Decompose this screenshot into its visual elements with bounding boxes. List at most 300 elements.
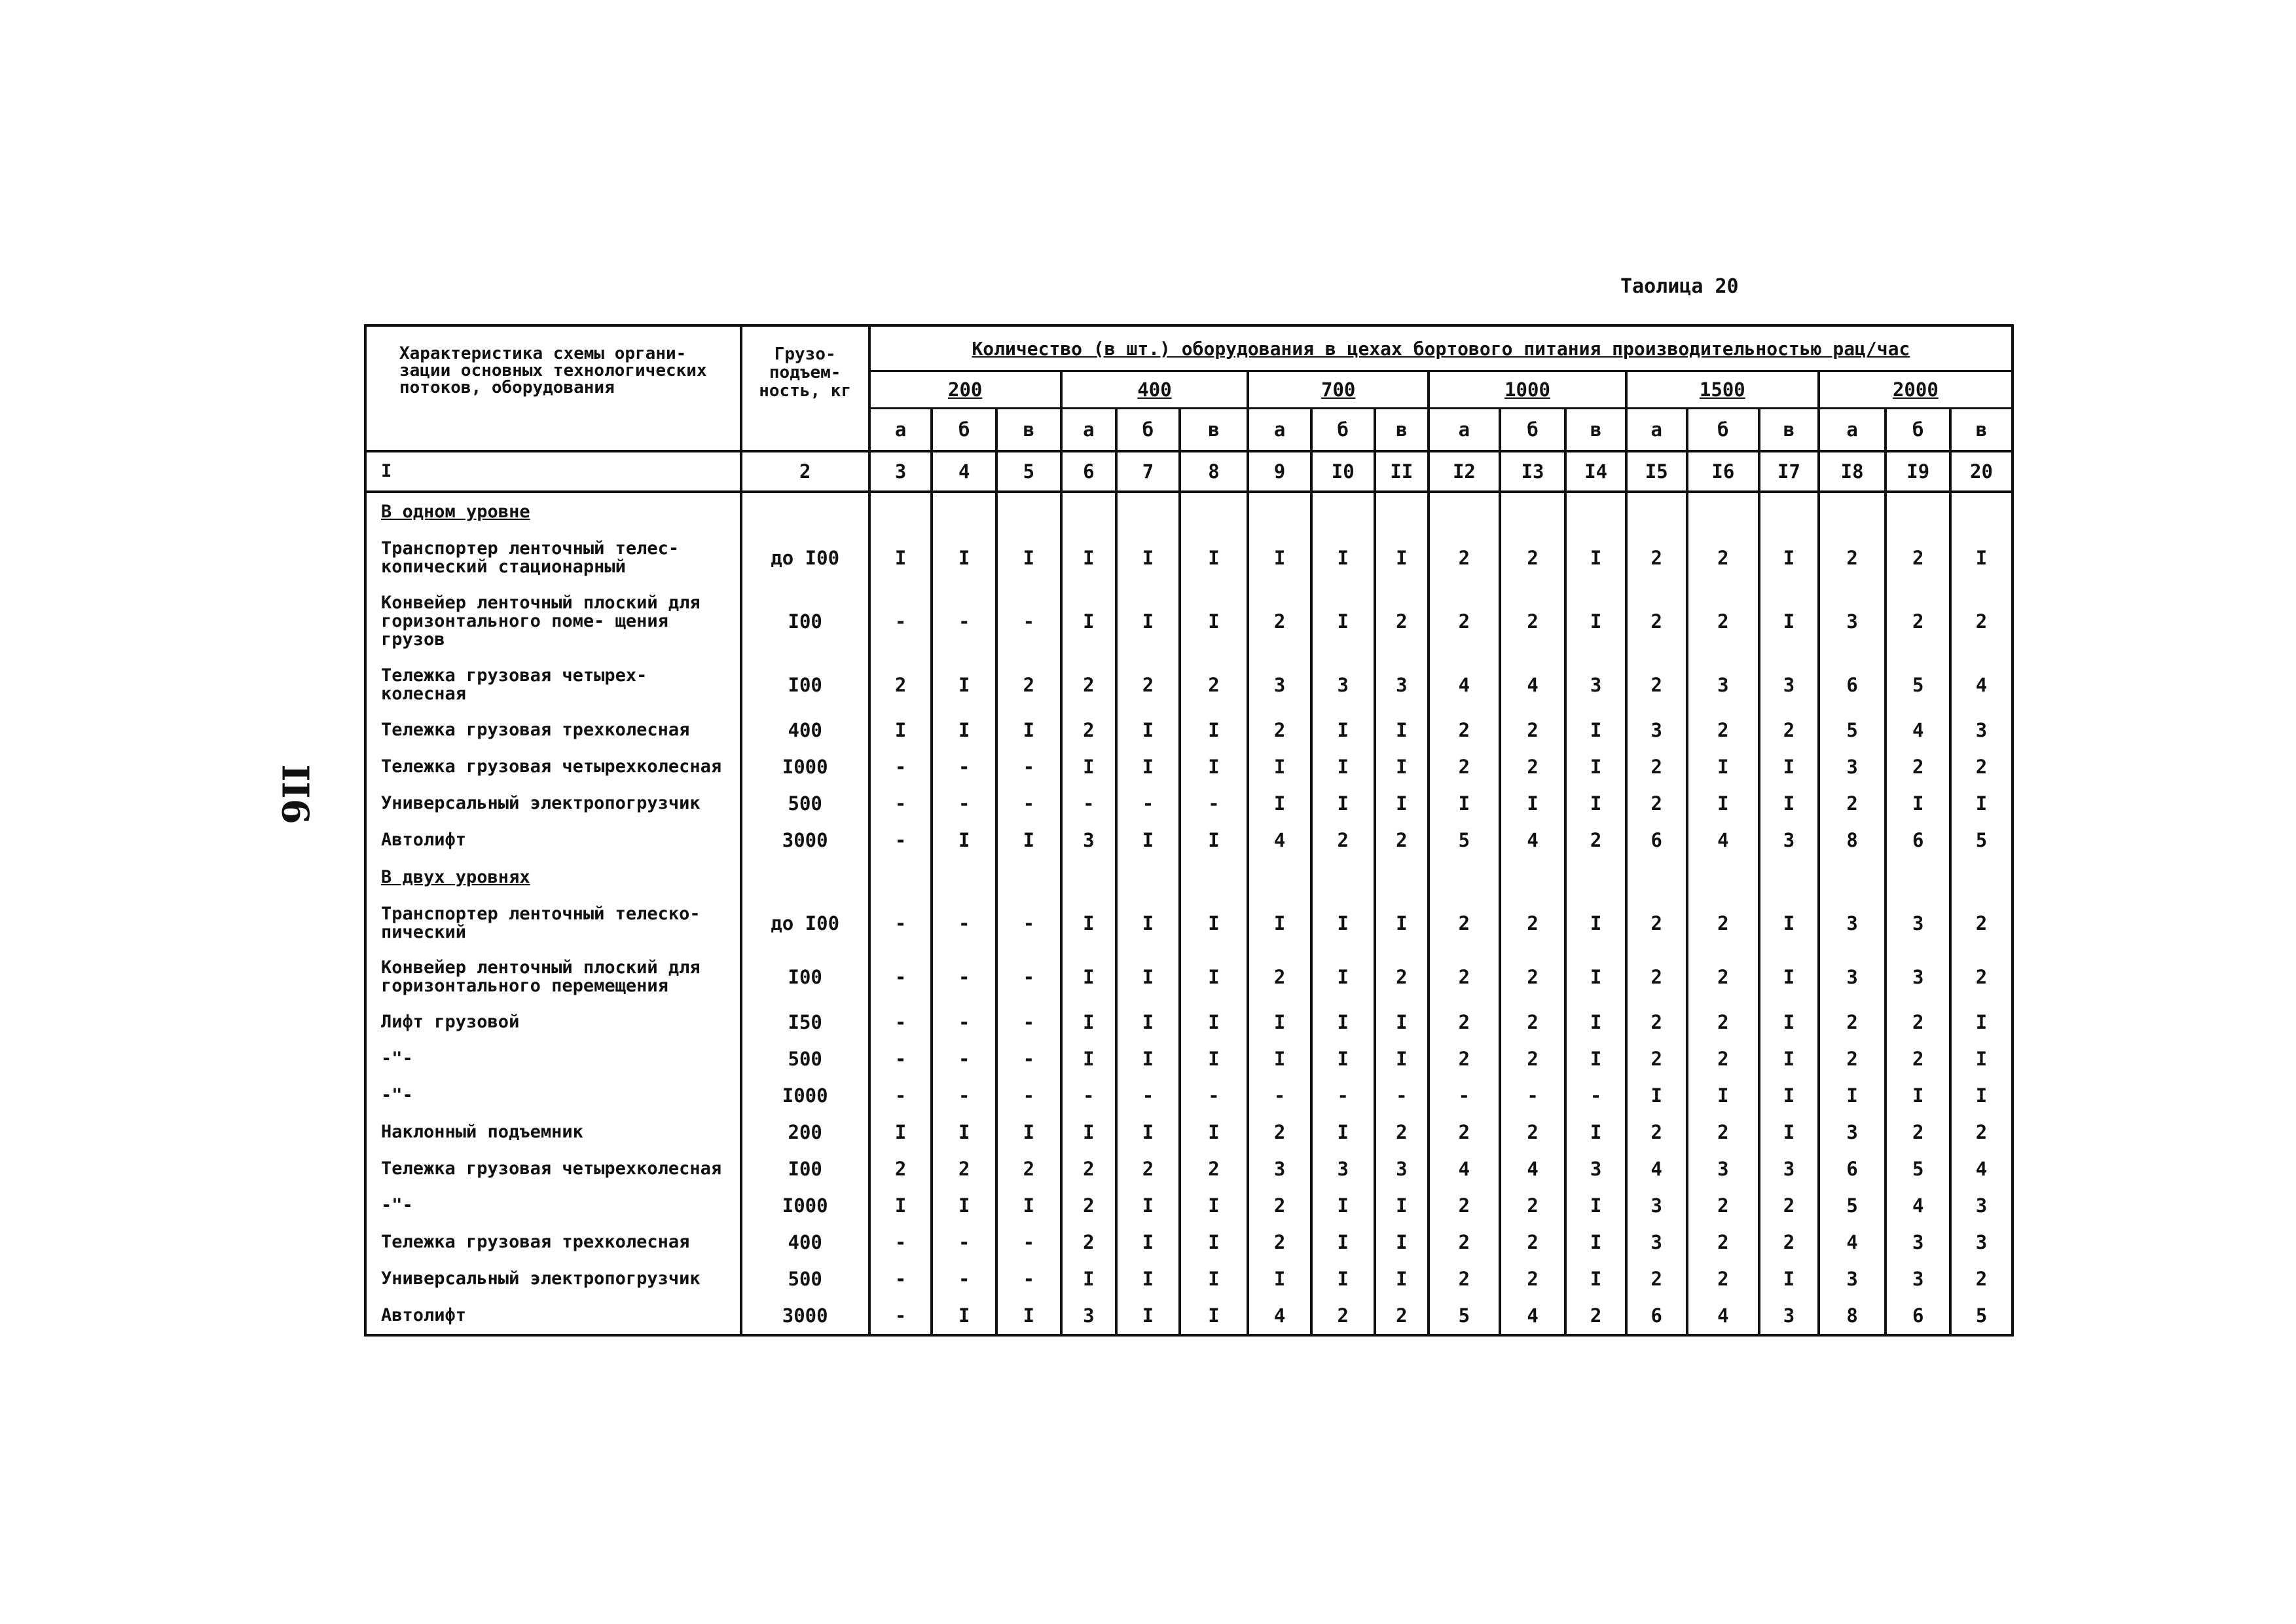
quantity-cell: 2: [1180, 658, 1248, 712]
quantity-cell: 4: [1626, 1151, 1687, 1187]
quantity-cell: I: [1116, 1187, 1180, 1224]
quantity-cell: I: [1311, 1041, 1375, 1077]
quantity-cell: 2: [1626, 785, 1687, 822]
quantity-cell: -: [1375, 1077, 1429, 1114]
table-row: [365, 1077, 2013, 1114]
column-number: I2: [1429, 451, 1500, 492]
quantity-cell: 2: [1687, 1041, 1760, 1077]
equipment-name: Транспортер ленточный телеско- пический: [365, 896, 741, 950]
quantity-cell: -: [932, 1224, 996, 1261]
quantity-cell: 2: [1429, 1187, 1500, 1224]
quantity-cell: I: [1116, 1261, 1180, 1297]
quantity-cell: 3: [1687, 1151, 1760, 1187]
quantity-cell: -: [1311, 1077, 1375, 1114]
quantity-cell: 2: [1626, 1114, 1687, 1151]
quantity-cell: I: [1375, 1187, 1429, 1224]
equipment-name: -"-: [365, 1187, 741, 1224]
table-row: [365, 531, 2013, 585]
quantity-cell: I: [1116, 1004, 1180, 1041]
table-row: [365, 785, 2013, 822]
quantity-cell: I: [1687, 785, 1760, 822]
quantity-cell: 3: [1626, 712, 1687, 748]
quantity-cell: 2: [1311, 1297, 1375, 1335]
empty-cell: [1311, 492, 1375, 531]
column-number: 4: [932, 451, 996, 492]
quantity-cell: 8: [1819, 1297, 1886, 1335]
quantity-cell: -: [869, 1261, 932, 1297]
header-capacity: Грузо- подъем- ность, кг: [759, 344, 852, 401]
quantity-cell: -: [932, 785, 996, 822]
quantity-cell: 3: [1886, 950, 1950, 1004]
quantity-cell: 2: [1375, 585, 1429, 658]
quantity-cell: 3: [1061, 822, 1117, 858]
quantity-cell: I: [1759, 1114, 1819, 1151]
quantity-cell: I: [1248, 785, 1311, 822]
quantity-cell: 4: [1886, 712, 1950, 748]
quantity-cell: 2: [1500, 1224, 1566, 1261]
quantity-cell: -: [996, 785, 1061, 822]
equipment-name: Тележка грузовая трехколесная: [365, 712, 741, 748]
subcol-header: а: [1061, 409, 1117, 452]
quantity-cell: I: [1375, 712, 1429, 748]
section-title: [365, 858, 741, 896]
quantity-cell: I: [1311, 896, 1375, 950]
quantity-cell: I: [1759, 531, 1819, 585]
quantity-cell: I: [1375, 1261, 1429, 1297]
equipment-name: Тележка грузовая четырехколесная: [365, 748, 741, 785]
quantity-cell: I: [1759, 1261, 1819, 1297]
quantity-cell: I: [1687, 748, 1760, 785]
quantity-cell: 2: [996, 658, 1061, 712]
quantity-cell: 4: [1429, 1151, 1500, 1187]
quantity-cell: 2: [1375, 1114, 1429, 1151]
table-row: [365, 1297, 2013, 1335]
quantity-cell: I: [1180, 1297, 1248, 1335]
quantity-cell: -: [869, 950, 932, 1004]
empty-cell: [741, 492, 869, 531]
quantity-cell: 2: [1248, 712, 1311, 748]
quantity-cell: 3: [1819, 896, 1886, 950]
quantity-cell: 3: [1759, 658, 1819, 712]
column-number: 9: [1248, 451, 1311, 492]
column-number: I0: [1311, 451, 1375, 492]
quantity-cell: 3: [1819, 1261, 1886, 1297]
quantity-cell: 3: [1626, 1224, 1687, 1261]
quantity-cell: -: [1061, 785, 1117, 822]
quantity-cell: 2: [1429, 1041, 1500, 1077]
empty-cell: [1248, 858, 1311, 896]
table-row: [365, 1224, 2013, 1261]
quantity-cell: 2: [1248, 1114, 1311, 1151]
equipment-table: [364, 324, 2014, 1337]
quantity-cell: I: [996, 531, 1061, 585]
capacity-value: 400: [741, 1224, 869, 1261]
quantity-cell: 2: [1500, 1187, 1566, 1224]
equipment-name: Универсальный электропогрузчик: [365, 1261, 741, 1297]
quantity-cell: I: [1116, 822, 1180, 858]
quantity-cell: I: [1180, 1114, 1248, 1151]
quantity-cell: 2: [1116, 1151, 1180, 1187]
quantity-cell: 3: [1759, 822, 1819, 858]
quantity-cell: I: [1375, 1004, 1429, 1041]
quantity-cell: I: [1565, 896, 1626, 950]
quantity-cell: 4: [1500, 658, 1566, 712]
empty-cell: [1180, 858, 1248, 896]
quantity-cell: I: [1061, 1114, 1117, 1151]
quantity-cell: I: [1565, 1114, 1626, 1151]
quantity-cell: I: [1565, 1224, 1626, 1261]
quantity-cell: I: [1248, 896, 1311, 950]
quantity-cell: 2: [1626, 1004, 1687, 1041]
quantity-cell: 4: [1687, 822, 1760, 858]
quantity-cell: 2: [1687, 896, 1760, 950]
empty-cell: [1950, 858, 2013, 896]
quantity-cell: I: [869, 1114, 932, 1151]
quantity-cell: 2: [1819, 785, 1886, 822]
empty-cell: [1687, 858, 1760, 896]
subcol-header: в: [1759, 409, 1819, 452]
table-caption: Таолица 20: [1620, 275, 1739, 298]
quantity-cell: 3: [1626, 1187, 1687, 1224]
section-title-text: В двух уровнях: [381, 867, 530, 887]
quantity-cell: I: [1759, 585, 1819, 658]
quantity-cell: -: [869, 1041, 932, 1077]
quantity-cell: 2: [1819, 1004, 1886, 1041]
quantity-cell: I: [1819, 1077, 1886, 1114]
table-row: [365, 1151, 2013, 1187]
quantity-cell: 4: [1687, 1297, 1760, 1335]
quantity-cell: I: [1565, 1187, 1626, 1224]
quantity-cell: 2: [1687, 1004, 1760, 1041]
quantity-cell: 2: [1687, 950, 1760, 1004]
group-header: [1061, 371, 1248, 409]
capacity-value: 3000: [741, 1297, 869, 1335]
quantity-cell: 2: [1626, 1041, 1687, 1077]
quantity-cell: 6: [1626, 822, 1687, 858]
quantity-cell: I: [1311, 950, 1375, 1004]
quantity-cell: 2: [1429, 1261, 1500, 1297]
column-number: 2: [741, 451, 869, 492]
quantity-cell: 3: [1759, 1151, 1819, 1187]
quantity-cell: I: [1311, 785, 1375, 822]
quantity-cell: 2: [1950, 950, 2013, 1004]
empty-cell: [1565, 492, 1626, 531]
quantity-cell: I: [1311, 1114, 1375, 1151]
quantity-cell: I: [1375, 1224, 1429, 1261]
empty-cell: [1886, 492, 1950, 531]
capacity-value: 3000: [741, 822, 869, 858]
quantity-cell: -: [932, 896, 996, 950]
empty-cell: [932, 492, 996, 531]
quantity-cell: -: [1116, 1077, 1180, 1114]
quantity-cell: I: [1311, 748, 1375, 785]
quantity-cell: I: [1061, 1261, 1117, 1297]
quantity-cell: -: [869, 1077, 932, 1114]
quantity-cell: -: [932, 950, 996, 1004]
equipment-name: Тележка грузовая четырехколесная: [365, 1151, 741, 1187]
quantity-cell: 2: [1429, 950, 1500, 1004]
quantity-cell: I: [1759, 785, 1819, 822]
quantity-cell: 2: [1950, 748, 2013, 785]
column-number: I4: [1565, 451, 1626, 492]
quantity-cell: 6: [1886, 822, 1950, 858]
empty-cell: [996, 492, 1061, 531]
empty-cell: [932, 858, 996, 896]
empty-cell: [1500, 492, 1566, 531]
quantity-cell: I: [869, 712, 932, 748]
quantity-cell: 2: [1759, 1187, 1819, 1224]
quantity-cell: 2: [1759, 712, 1819, 748]
subcol-header: в: [1565, 409, 1626, 452]
quantity-cell: I: [932, 712, 996, 748]
column-number: II: [1375, 451, 1429, 492]
quantity-cell: 5: [1886, 658, 1950, 712]
quantity-cell: 2: [1429, 1114, 1500, 1151]
quantity-cell: I: [932, 1297, 996, 1335]
quantity-cell: 2: [1429, 1224, 1500, 1261]
quantity-cell: 2: [1687, 712, 1760, 748]
quantity-cell: I: [1248, 1261, 1311, 1297]
quantity-cell: 2: [1500, 1041, 1566, 1077]
quantity-cell: 3: [1886, 1224, 1950, 1261]
quantity-cell: I: [1687, 1077, 1760, 1114]
quantity-cell: I: [1950, 1004, 2013, 1041]
quantity-cell: 2: [1248, 1187, 1311, 1224]
quantity-cell: 2: [1626, 531, 1687, 585]
quantity-cell: 2: [1687, 585, 1760, 658]
quantity-cell: 2: [1429, 712, 1500, 748]
quantity-cell: I: [1950, 785, 2013, 822]
quantity-cell: I: [1248, 748, 1311, 785]
quantity-cell: 3: [1819, 748, 1886, 785]
equipment-name: Автолифт: [365, 1297, 741, 1335]
quantity-cell: I: [1061, 531, 1117, 585]
empty-cell: [1819, 858, 1886, 896]
empty-cell: [1061, 492, 1117, 531]
subcol-header: б: [1500, 409, 1566, 452]
empty-cell: [741, 858, 869, 896]
subcol-header: б: [1311, 409, 1375, 452]
table-row: [365, 1114, 2013, 1151]
column-number: I5: [1626, 451, 1687, 492]
empty-cell: [1061, 858, 1117, 896]
empty-cell: [1248, 492, 1311, 531]
empty-cell: [1180, 492, 1248, 531]
quantity-cell: 6: [1886, 1297, 1950, 1335]
quantity-cell: 2: [1500, 585, 1566, 658]
quantity-cell: 2: [1061, 712, 1117, 748]
quantity-cell: I: [1759, 896, 1819, 950]
quantity-cell: 2: [1886, 1041, 1950, 1077]
quantity-cell: I: [1180, 896, 1248, 950]
empty-cell: [1116, 492, 1180, 531]
quantity-cell: 8: [1819, 822, 1886, 858]
quantity-cell: I: [1180, 531, 1248, 585]
quantity-cell: 2: [1375, 950, 1429, 1004]
quantity-cell: I: [1116, 748, 1180, 785]
quantity-cell: -: [996, 896, 1061, 950]
quantity-cell: 4: [1500, 1297, 1566, 1335]
quantity-cell: 2: [1687, 1187, 1760, 1224]
equipment-name: Транспортер ленточный телес- копический стационарный: [365, 531, 741, 585]
quantity-cell: I: [1375, 748, 1429, 785]
quantity-cell: 2: [1500, 712, 1566, 748]
quantity-cell: 3: [1886, 896, 1950, 950]
quantity-cell: 3: [1565, 658, 1626, 712]
quantity-cell: 2: [1061, 1187, 1117, 1224]
quantity-cell: I: [1311, 1224, 1375, 1261]
quantity-cell: I: [1950, 531, 2013, 585]
quantity-cell: 2: [932, 1151, 996, 1187]
empty-cell: [869, 858, 932, 896]
subcol-header: а: [869, 409, 932, 452]
quantity-cell: 2: [1180, 1151, 1248, 1187]
quantity-cell: -: [996, 1261, 1061, 1297]
quantity-cell: 2: [1565, 1297, 1626, 1335]
quantity-cell: 3: [1687, 658, 1760, 712]
group-header-label: 400: [1137, 378, 1172, 401]
subcol-header: в: [1180, 409, 1248, 452]
quantity-cell: -: [1061, 1077, 1117, 1114]
quantity-cell: 2: [1626, 1261, 1687, 1297]
quantity-cell: I: [1500, 785, 1566, 822]
quantity-cell: -: [1565, 1077, 1626, 1114]
quantity-cell: 2: [1687, 531, 1760, 585]
quantity-cell: I: [1116, 1041, 1180, 1077]
quantity-cell: I: [1565, 1261, 1626, 1297]
quantity-cell: 2: [1819, 1041, 1886, 1077]
quantity-cell: I: [1116, 712, 1180, 748]
quantity-cell: 5: [1819, 1187, 1886, 1224]
quantity-cell: 2: [1950, 585, 2013, 658]
equipment-name: Лифт грузовой: [365, 1004, 741, 1041]
quantity-cell: I: [1311, 712, 1375, 748]
equipment-name: Конвейер ленточный плоский для горизонтального поме- щения грузов: [365, 585, 741, 658]
quantity-cell: I: [932, 1114, 996, 1151]
quantity-cell: I: [1759, 1041, 1819, 1077]
quantity-cell: 2: [1819, 531, 1886, 585]
quantity-cell: 2: [1116, 658, 1180, 712]
quantity-cell: I: [932, 822, 996, 858]
quantity-cell: 3: [1819, 950, 1886, 1004]
quantity-cell: I: [869, 531, 932, 585]
quantity-cell: I: [1061, 585, 1117, 658]
quantity-cell: 3: [1375, 1151, 1429, 1187]
quantity-cell: 3: [1311, 658, 1375, 712]
group-header: [869, 371, 1061, 409]
quantity-cell: -: [932, 1004, 996, 1041]
capacity-value: до I00: [741, 896, 869, 950]
quantity-cell: I: [996, 712, 1061, 748]
column-number: 3: [869, 451, 932, 492]
section-title: [365, 492, 741, 531]
quantity-cell: 2: [1950, 896, 2013, 950]
section-title-text: В одном уровне: [381, 502, 530, 522]
capacity-value: 500: [741, 1261, 869, 1297]
capacity-value: I000: [741, 1077, 869, 1114]
quantity-cell: I: [1061, 896, 1117, 950]
quantity-cell: -: [1180, 785, 1248, 822]
quantity-cell: I: [1180, 1041, 1248, 1077]
column-number: 7: [1116, 451, 1180, 492]
capacity-value: I50: [741, 1004, 869, 1041]
empty-cell: [869, 492, 932, 531]
quantity-cell: I: [1311, 531, 1375, 585]
equipment-name: Универсальный электропогрузчик: [365, 785, 741, 822]
quantity-cell: 2: [1375, 822, 1429, 858]
quantity-cell: 3: [1375, 658, 1429, 712]
group-header-label: 700: [1321, 378, 1356, 401]
quantity-cell: 2: [1687, 1224, 1760, 1261]
quantity-cell: 2: [1429, 531, 1500, 585]
quantity-cell: I: [1180, 1187, 1248, 1224]
quantity-cell: I: [932, 1187, 996, 1224]
capacity-value: I00: [741, 658, 869, 712]
quantity-cell: -: [1500, 1077, 1566, 1114]
quantity-cell: 5: [1429, 822, 1500, 858]
quantity-cell: I: [1375, 531, 1429, 585]
quantity-cell: I: [1311, 1187, 1375, 1224]
quantity-cell: 2: [1950, 1261, 2013, 1297]
capacity-value: I00: [741, 950, 869, 1004]
quantity-cell: -: [1116, 785, 1180, 822]
quantity-cell: -: [996, 585, 1061, 658]
empty-cell: [1500, 858, 1566, 896]
column-number: I9: [1886, 451, 1950, 492]
empty-cell: [1375, 492, 1429, 531]
quantity-cell: -: [1180, 1077, 1248, 1114]
quantity-cell: -: [932, 1041, 996, 1077]
quantity-cell: I: [1180, 950, 1248, 1004]
table-row: [365, 822, 2013, 858]
quantity-cell: 2: [869, 1151, 932, 1187]
subcol-header: в: [1375, 409, 1429, 452]
group-header-label: 200: [948, 378, 983, 401]
empty-cell: [1375, 858, 1429, 896]
quantity-cell: 2: [1886, 748, 1950, 785]
quantity-cell: I: [1626, 1077, 1687, 1114]
quantity-cell: I: [996, 1114, 1061, 1151]
quantity-cell: I: [996, 1297, 1061, 1335]
quantity-cell: I: [1950, 1077, 2013, 1114]
quantity-cell: 2: [1886, 531, 1950, 585]
section-header-row: [365, 492, 2013, 531]
empty-cell: [1950, 492, 2013, 531]
quantity-cell: 5: [1819, 712, 1886, 748]
quantity-cell: 3: [1311, 1151, 1375, 1187]
column-number: 20: [1950, 451, 2013, 492]
group-header: [1429, 371, 1626, 409]
quantity-cell: 2: [1429, 1004, 1500, 1041]
quantity-cell: I: [1180, 822, 1248, 858]
quantity-cell: 4: [1819, 1224, 1886, 1261]
quantity-cell: 2: [869, 658, 932, 712]
quantity-cell: -: [869, 822, 932, 858]
quantity-cell: 2: [1248, 585, 1311, 658]
quantity-cell: 3: [1886, 1261, 1950, 1297]
section-header-row: [365, 858, 2013, 896]
quantity-cell: -: [996, 1041, 1061, 1077]
quantity-cell: I: [1061, 1041, 1117, 1077]
group-header: [1626, 371, 1819, 409]
subcol-header: б: [932, 409, 996, 452]
quantity-cell: 5: [1429, 1297, 1500, 1335]
quantity-cell: I: [1565, 950, 1626, 1004]
quantity-cell: 5: [1950, 822, 2013, 858]
empty-cell: [1565, 858, 1626, 896]
quantity-cell: I: [1565, 1041, 1626, 1077]
quantity-cell: -: [996, 950, 1061, 1004]
